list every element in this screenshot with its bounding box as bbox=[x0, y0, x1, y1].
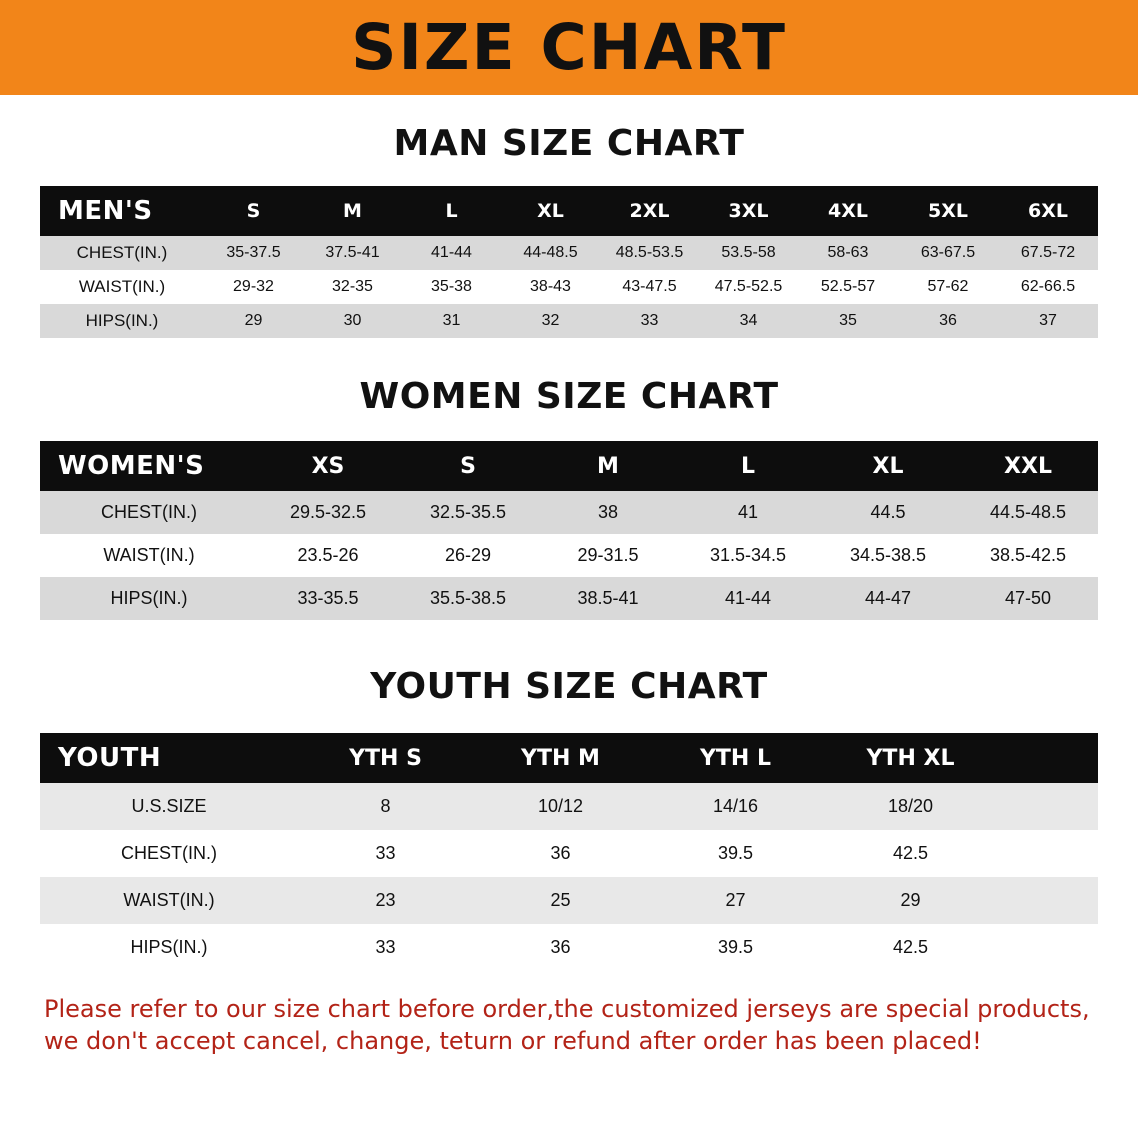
man-row-1-label: WAIST(IN.) bbox=[40, 270, 204, 304]
women-row-0-cell-1: 32.5-35.5 bbox=[398, 491, 538, 534]
women-row-0-cell-0: 29.5-32.5 bbox=[258, 491, 398, 534]
women-row-2-cell-4: 44-47 bbox=[818, 577, 958, 620]
man-row-2-cell-2: 31 bbox=[402, 304, 501, 338]
table-row bbox=[40, 877, 1098, 924]
man-header-cell-2: M bbox=[303, 186, 402, 236]
youth-row-0-label: U.S.SIZE bbox=[40, 783, 298, 830]
man-header-cell-5: 2XL bbox=[600, 186, 699, 236]
man-header-cell-6: 3XL bbox=[699, 186, 798, 236]
man-table-header-row bbox=[40, 186, 1098, 236]
table-row bbox=[40, 304, 1098, 338]
man-row-1-cell-8: 62-66.5 bbox=[998, 270, 1098, 304]
youth-header-cell-3: YTH L bbox=[648, 733, 823, 783]
man-table-wrapper bbox=[40, 186, 1098, 338]
man-row-1-cell-6: 52.5-57 bbox=[798, 270, 898, 304]
youth-row-1-label: CHEST(IN.) bbox=[40, 830, 298, 877]
man-row-1-cell-4: 43-47.5 bbox=[600, 270, 699, 304]
women-row-1-cell-0: 23.5-26 bbox=[258, 534, 398, 577]
youth-row-2-cell-0: 23 bbox=[298, 877, 473, 924]
youth-section-heading: YOUTH SIZE CHART bbox=[370, 666, 768, 707]
youth-size-table bbox=[40, 733, 1098, 971]
youth-row-0-cell-1: 10/12 bbox=[473, 783, 648, 830]
man-row-0-cell-2: 41-44 bbox=[402, 236, 501, 270]
women-row-2-cell-5: 47-50 bbox=[958, 577, 1098, 620]
youth-row-0-spacer bbox=[998, 783, 1098, 830]
women-row-0-cell-3: 41 bbox=[678, 491, 818, 534]
table-row bbox=[40, 491, 1098, 534]
youth-row-2-cell-3: 29 bbox=[823, 877, 998, 924]
man-row-0-cell-1: 37.5-41 bbox=[303, 236, 402, 270]
man-row-1-cell-1: 32-35 bbox=[303, 270, 402, 304]
youth-row-3-cell-2: 39.5 bbox=[648, 924, 823, 971]
man-row-1-cell-2: 35-38 bbox=[402, 270, 501, 304]
youth-header-cell-1: YTH S bbox=[298, 733, 473, 783]
man-row-0-cell-3: 44-48.5 bbox=[501, 236, 600, 270]
youth-row-3-spacer bbox=[998, 924, 1098, 971]
women-section-heading: WOMEN SIZE CHART bbox=[359, 376, 779, 417]
man-header-cell-9: 6XL bbox=[998, 186, 1098, 236]
youth-row-2-spacer bbox=[998, 877, 1098, 924]
women-header-cell-6: XXL bbox=[958, 441, 1098, 491]
man-size-table bbox=[40, 186, 1098, 338]
youth-table-header-row bbox=[40, 733, 1098, 783]
disclaimer-line-1: Please refer to our size chart before order,the customized jerseys are special products, bbox=[44, 995, 1090, 1023]
women-header-cell-2: S bbox=[398, 441, 538, 491]
man-row-2-cell-8: 37 bbox=[998, 304, 1098, 338]
youth-row-0-cell-3: 18/20 bbox=[823, 783, 998, 830]
youth-table-wrapper bbox=[40, 733, 1098, 971]
youth-header-cell-2: YTH M bbox=[473, 733, 648, 783]
table-row bbox=[40, 270, 1098, 304]
man-section-heading: MAN SIZE CHART bbox=[393, 123, 745, 164]
women-row-1-cell-5: 38.5-42.5 bbox=[958, 534, 1098, 577]
man-row-0-cell-7: 63-67.5 bbox=[898, 236, 998, 270]
women-row-1-cell-3: 31.5-34.5 bbox=[678, 534, 818, 577]
disclaimer-note bbox=[44, 993, 1094, 1058]
man-row-0-cell-5: 53.5-58 bbox=[699, 236, 798, 270]
youth-row-0-cell-2: 14/16 bbox=[648, 783, 823, 830]
youth-row-2-cell-2: 27 bbox=[648, 877, 823, 924]
women-row-2-cell-2: 38.5-41 bbox=[538, 577, 678, 620]
youth-header-cell-4: YTH XL bbox=[823, 733, 998, 783]
man-row-1-cell-3: 38-43 bbox=[501, 270, 600, 304]
women-table-header-row bbox=[40, 441, 1098, 491]
youth-row-2-label: WAIST(IN.) bbox=[40, 877, 298, 924]
table-row bbox=[40, 924, 1098, 971]
women-row-2-cell-0: 33-35.5 bbox=[258, 577, 398, 620]
youth-row-1-cell-3: 42.5 bbox=[823, 830, 998, 877]
man-row-2-cell-4: 33 bbox=[600, 304, 699, 338]
women-row-1-label: WAIST(IN.) bbox=[40, 534, 258, 577]
women-row-2-cell-3: 41-44 bbox=[678, 577, 818, 620]
women-row-1-cell-4: 34.5-38.5 bbox=[818, 534, 958, 577]
women-table-wrapper bbox=[40, 441, 1098, 620]
women-row-0-cell-5: 44.5-48.5 bbox=[958, 491, 1098, 534]
man-row-1-cell-7: 57-62 bbox=[898, 270, 998, 304]
youth-row-1-spacer bbox=[998, 830, 1098, 877]
youth-row-3-cell-0: 33 bbox=[298, 924, 473, 971]
man-row-2-cell-3: 32 bbox=[501, 304, 600, 338]
man-row-0-cell-4: 48.5-53.5 bbox=[600, 236, 699, 270]
man-row-2-cell-0: 29 bbox=[204, 304, 303, 338]
man-header-cell-3: L bbox=[402, 186, 501, 236]
women-row-1-cell-1: 26-29 bbox=[398, 534, 538, 577]
table-row bbox=[40, 783, 1098, 830]
page-banner bbox=[0, 0, 1138, 95]
women-header-cell-3: M bbox=[538, 441, 678, 491]
man-row-2-cell-6: 35 bbox=[798, 304, 898, 338]
women-header-cell-0: WOMEN'S bbox=[40, 441, 258, 491]
man-row-0-cell-6: 58-63 bbox=[798, 236, 898, 270]
man-row-1-cell-0: 29-32 bbox=[204, 270, 303, 304]
disclaimer-line-2: we don't accept cancel, change, teturn or refund after order has been placed! bbox=[44, 1027, 982, 1056]
table-row bbox=[40, 577, 1098, 620]
man-header-cell-0: MEN'S bbox=[40, 186, 204, 236]
women-header-cell-1: XS bbox=[258, 441, 398, 491]
women-header-cell-5: XL bbox=[818, 441, 958, 491]
women-size-table bbox=[40, 441, 1098, 620]
man-header-cell-8: 5XL bbox=[898, 186, 998, 236]
youth-row-1-cell-2: 39.5 bbox=[648, 830, 823, 877]
man-row-0-cell-8: 67.5-72 bbox=[998, 236, 1098, 270]
women-row-0-label: CHEST(IN.) bbox=[40, 491, 258, 534]
women-header-cell-4: L bbox=[678, 441, 818, 491]
women-row-2-label: HIPS(IN.) bbox=[40, 577, 258, 620]
table-row bbox=[40, 830, 1098, 877]
women-row-0-cell-4: 44.5 bbox=[818, 491, 958, 534]
youth-row-3-cell-3: 42.5 bbox=[823, 924, 998, 971]
youth-row-1-cell-0: 33 bbox=[298, 830, 473, 877]
man-header-cell-1: S bbox=[204, 186, 303, 236]
table-row bbox=[40, 534, 1098, 577]
youth-row-2-cell-1: 25 bbox=[473, 877, 648, 924]
man-row-0-label: CHEST(IN.) bbox=[40, 236, 204, 270]
man-header-cell-4: XL bbox=[501, 186, 600, 236]
man-row-2-cell-5: 34 bbox=[699, 304, 798, 338]
youth-row-3-cell-1: 36 bbox=[473, 924, 648, 971]
man-row-1-cell-5: 47.5-52.5 bbox=[699, 270, 798, 304]
women-row-2-cell-1: 35.5-38.5 bbox=[398, 577, 538, 620]
man-row-0-cell-0: 35-37.5 bbox=[204, 236, 303, 270]
man-row-2-cell-7: 36 bbox=[898, 304, 998, 338]
women-row-1-cell-2: 29-31.5 bbox=[538, 534, 678, 577]
youth-header-spacer bbox=[998, 733, 1098, 783]
youth-header-cell-0: YOUTH bbox=[40, 733, 298, 783]
youth-row-1-cell-1: 36 bbox=[473, 830, 648, 877]
women-row-0-cell-2: 38 bbox=[538, 491, 678, 534]
man-row-2-label: HIPS(IN.) bbox=[40, 304, 204, 338]
table-row bbox=[40, 236, 1098, 270]
page-title: SIZE CHART bbox=[351, 11, 787, 84]
youth-row-0-cell-0: 8 bbox=[298, 783, 473, 830]
youth-row-3-label: HIPS(IN.) bbox=[40, 924, 298, 971]
man-header-cell-7: 4XL bbox=[798, 186, 898, 236]
man-row-2-cell-1: 30 bbox=[303, 304, 402, 338]
